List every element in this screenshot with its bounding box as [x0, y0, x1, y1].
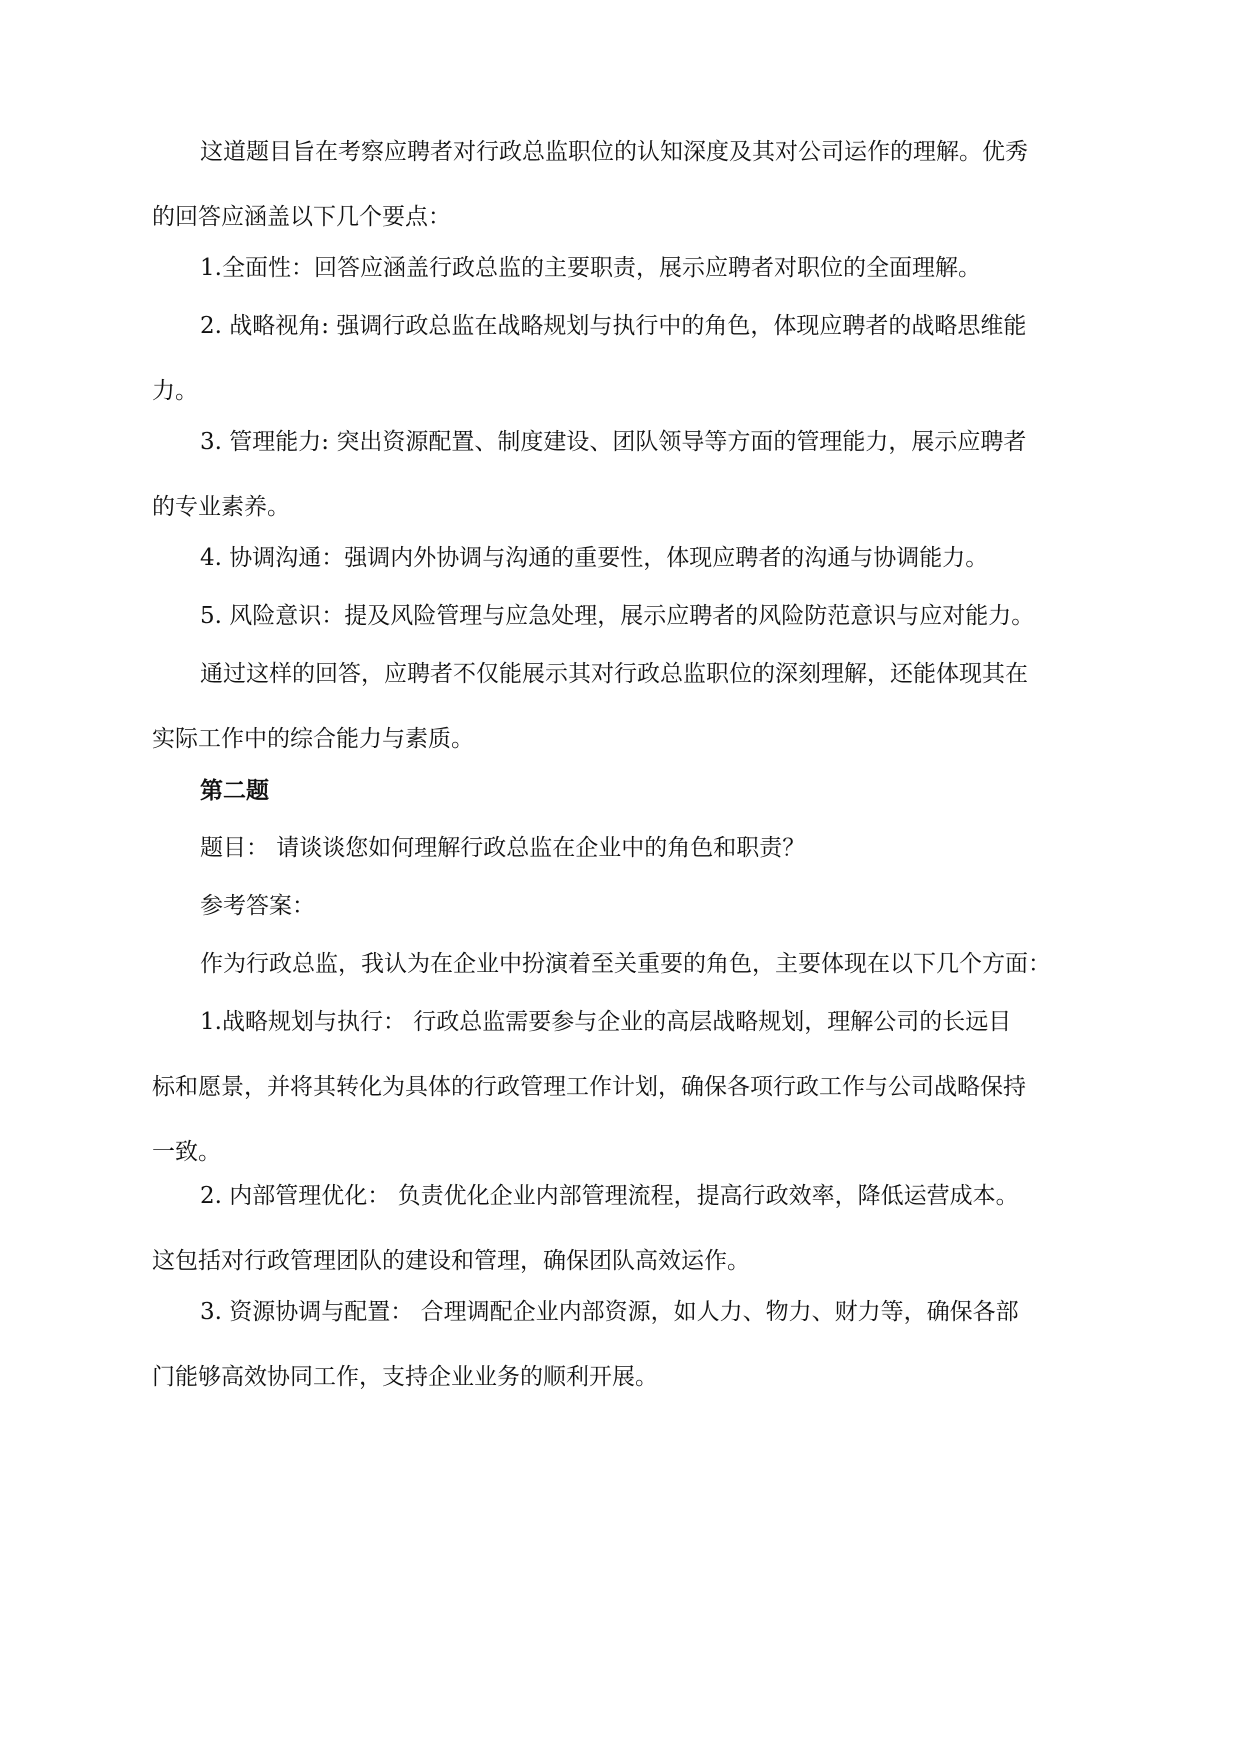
point-comprehensiveness [152, 236, 1090, 301]
text-line: 这包括对行政管理团队的建设和管理，确保团队高效运作。 [152, 1248, 750, 1274]
text-line: 力。 [152, 378, 198, 404]
text-line: 通过这样的回答，应聘者不仅能展示其对行政总监职位的深刻理解，还能体现其在 [200, 661, 1028, 687]
text-line: 参考答案： [200, 893, 315, 919]
text-line: 3. 资源协调与配置： 合理调配企业内部资源，如人力、物力、财力等，确保各部 [200, 1299, 1019, 1325]
text-line: 3. 管理能力: 突出资源配置、制度建设、团队领导等方面的管理能力，展示应聘者 [200, 429, 1027, 455]
text-line: 2. 内部管理优化： 负责优化企业内部管理流程，提高行政效率，降低运营成本。 [200, 1183, 1019, 1209]
point-risk-awareness [152, 584, 1090, 649]
heading-text: 第二题 [200, 777, 269, 804]
intro-paragraph [152, 120, 1090, 250]
text-line: 2. 战略视角: 强调行政总监在战略规划与执行中的角色，体现应聘者的战略思维能 [200, 313, 1027, 339]
point-management-ability [152, 410, 1090, 540]
text-line: 实际工作中的综合能力与素质。 [152, 726, 474, 752]
text-line: 作为行政总监，我认为在企业中扮演着至关重要的角色，主要体现在以下几个方面： [200, 951, 1051, 977]
text-line: 1.全面性：回答应涵盖行政总监的主要职责，展示应聘者对职位的全面理解。 [200, 255, 981, 281]
answer-point-internal-management [152, 1164, 1090, 1294]
reference-answer-label [152, 874, 1090, 939]
text-line: 这道题目旨在考察应聘者对行政总监职位的认知深度及其对公司运作的理解。优秀 [200, 139, 1028, 165]
answer-point-strategy [152, 990, 1090, 1185]
text-line: 1.战略规划与执行： 行政总监需要参与企业的高层战略规划，理解公司的长远目 [200, 1009, 1012, 1035]
text-line: 4. 协调沟通：强调内外协调与沟通的重要性，体现应聘者的沟通与协调能力。 [200, 545, 989, 571]
point-strategic-view [152, 294, 1090, 424]
text-line: 标和愿景，并将其转化为具体的行政管理工作计划，确保各项行政工作与公司战略保持 [152, 1074, 1026, 1100]
text-line: 门能够高效协同工作，支持企业业务的顺利开展。 [152, 1364, 658, 1390]
text-line: 题目： 请谈谈您如何理解行政总监在企业中的角色和职责？ [200, 835, 806, 861]
point-coordination [152, 526, 1090, 591]
text-line: 的回答应涵盖以下几个要点： [152, 204, 451, 230]
section-heading [152, 758, 1090, 823]
question-line [152, 816, 1090, 881]
answer-point-resources [152, 1280, 1090, 1410]
summary-paragraph [152, 642, 1090, 772]
text-line: 5. 风险意识：提及风险管理与应急处理，展示应聘者的风险防范意识与应对能力。 [200, 603, 1035, 629]
answer-intro [152, 932, 1090, 997]
text-line: 一致。 [152, 1139, 221, 1165]
text-line: 的专业素养。 [152, 494, 290, 520]
